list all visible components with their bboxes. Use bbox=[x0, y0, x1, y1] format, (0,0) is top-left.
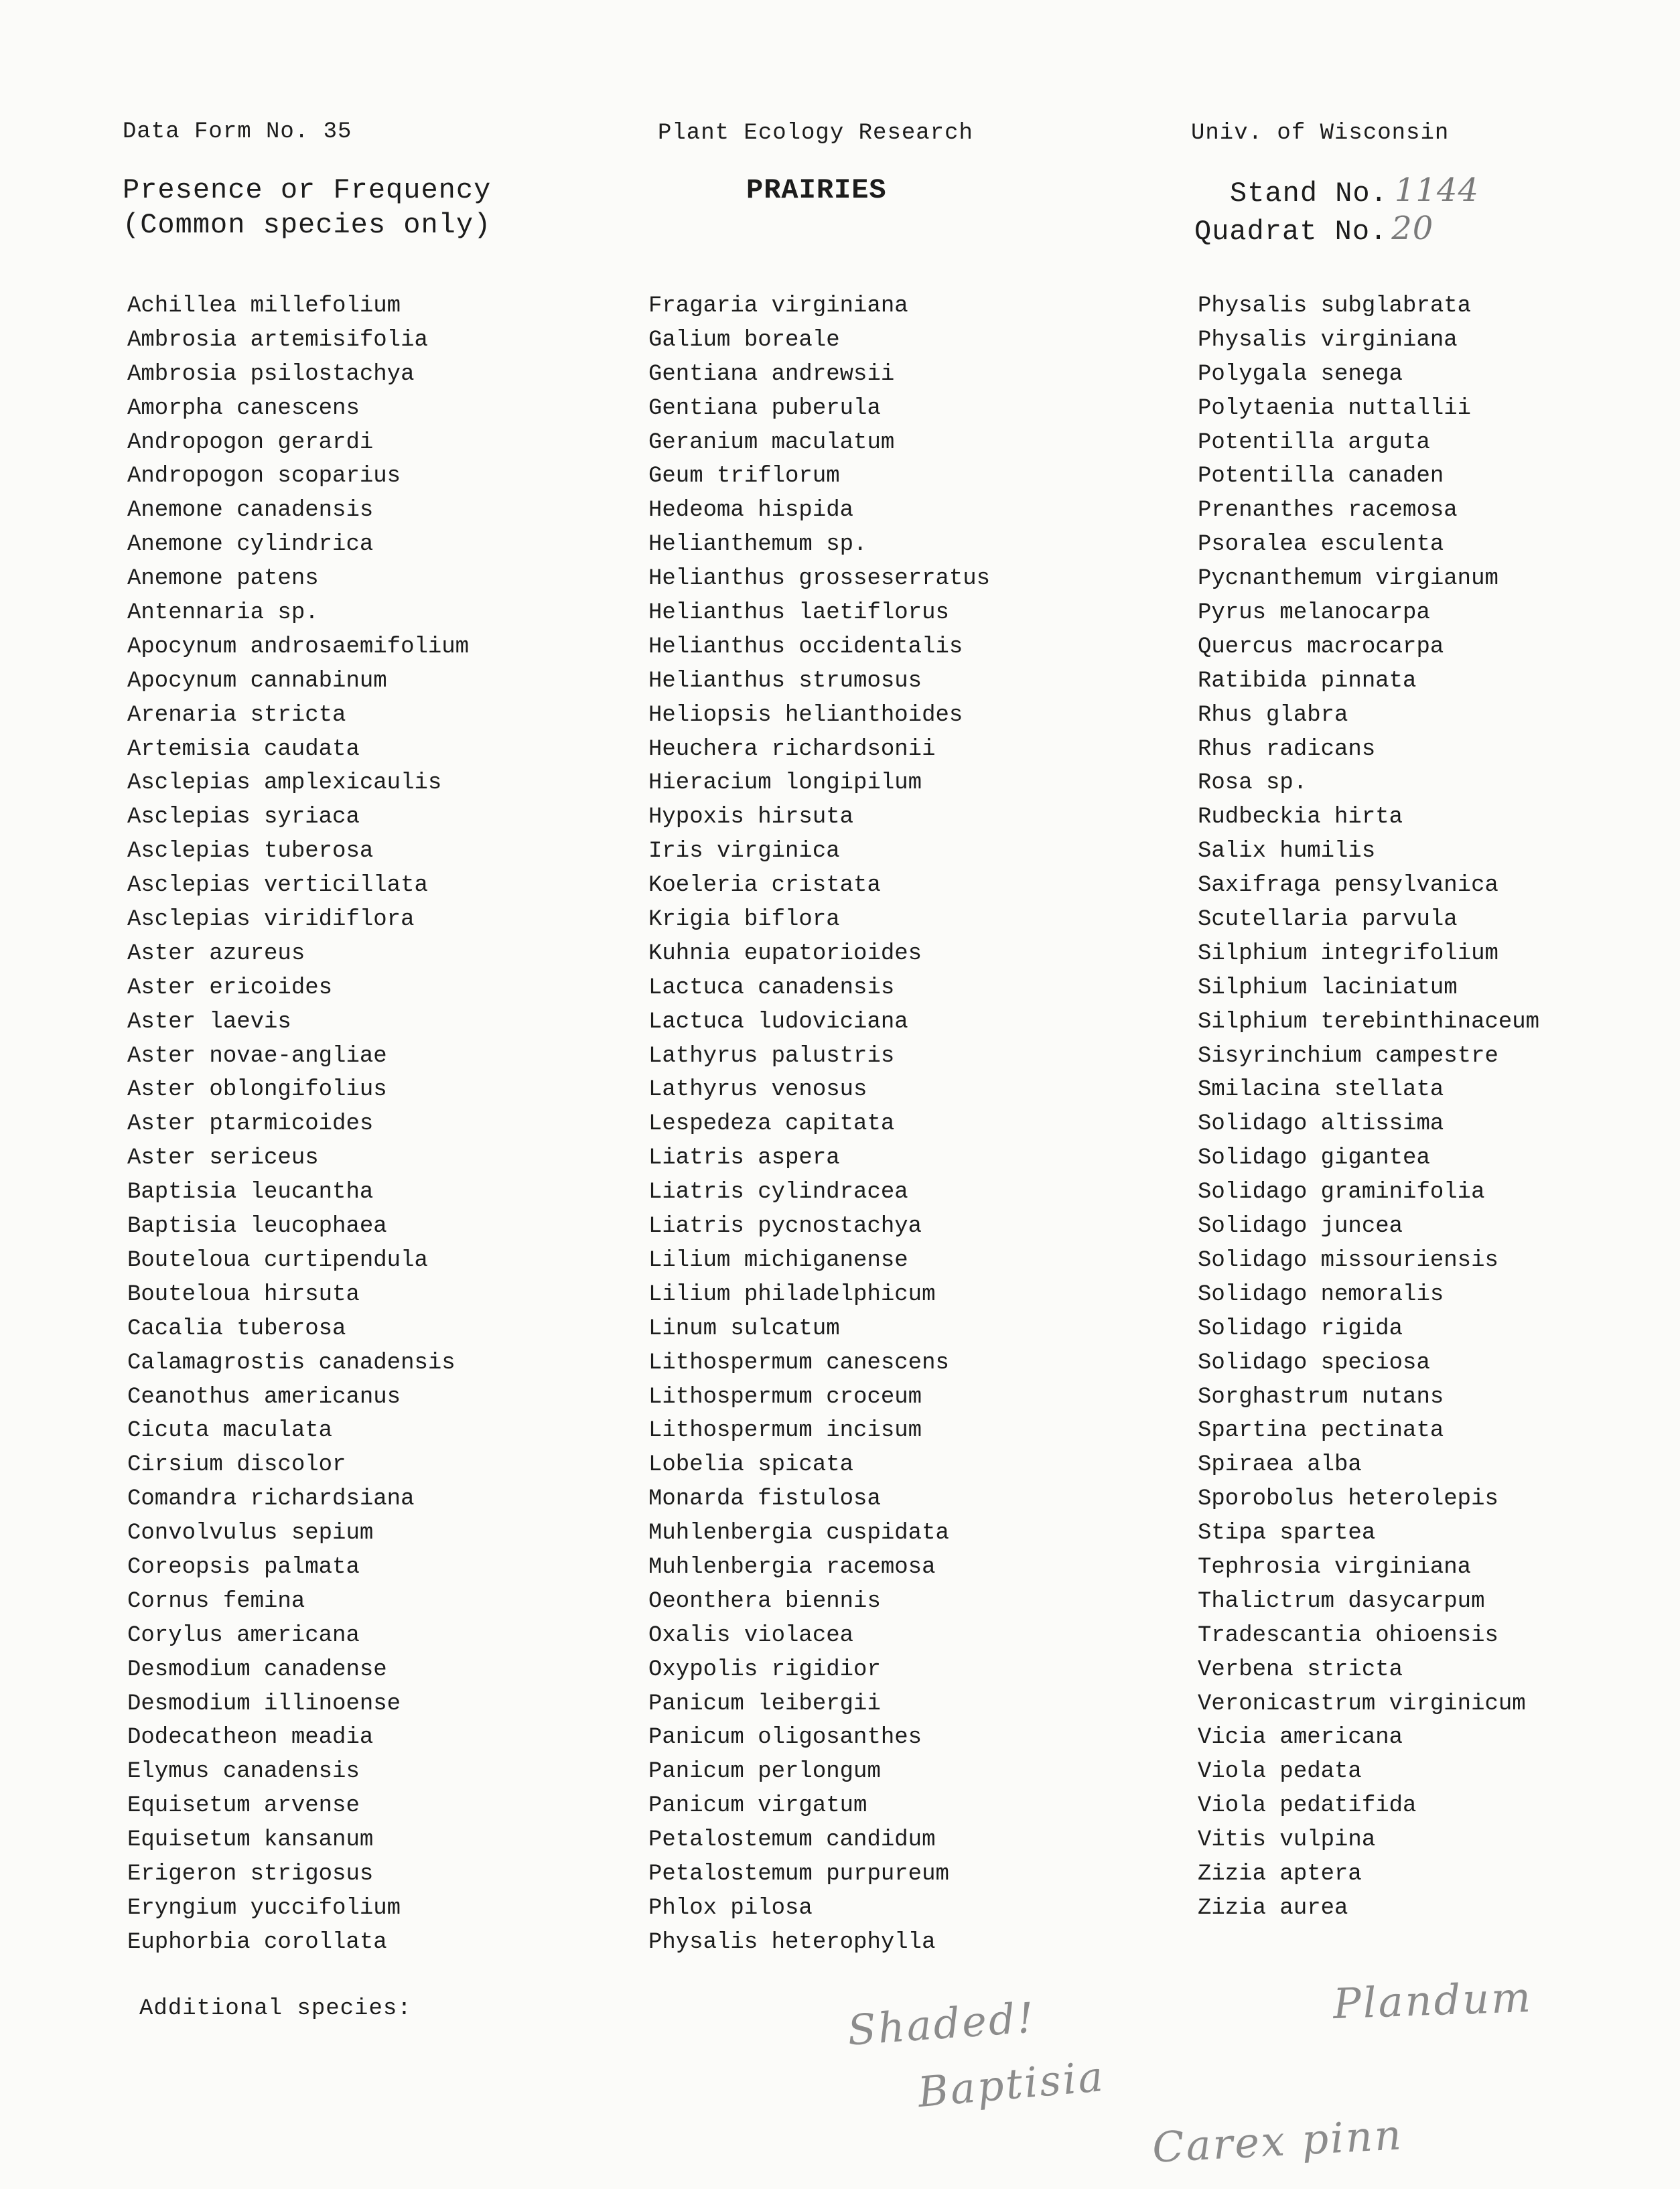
species-item: Eryngium yuccifolium bbox=[127, 1895, 401, 1921]
species-item: Cirsium discolor bbox=[127, 1452, 346, 1478]
handwritten-note-3: Baptisia bbox=[916, 2051, 1107, 2117]
species-item: Calamagrostis canadensis bbox=[127, 1350, 456, 1376]
species-item: Potentilla arguta bbox=[1198, 429, 1430, 455]
species-item: Galium boreale bbox=[648, 327, 840, 353]
species-item: Spartina pectinata bbox=[1198, 1418, 1444, 1444]
species-item: Rosa sp. bbox=[1198, 770, 1308, 796]
species-item: Solidago speciosa bbox=[1198, 1350, 1430, 1376]
species-item: Lithospermum incisum bbox=[648, 1418, 922, 1444]
species-item: Equisetum arvense bbox=[127, 1793, 360, 1819]
species-item: Heliopsis helianthoides bbox=[648, 702, 963, 728]
species-item: Amorpha canescens bbox=[127, 395, 360, 421]
species-item: Solidago graminifolia bbox=[1198, 1180, 1485, 1206]
species-item: Euphorbia corollata bbox=[127, 1929, 387, 1955]
species-item: Solidago gigantea bbox=[1198, 1145, 1430, 1172]
species-item: Desmodium canadense bbox=[127, 1656, 387, 1683]
species-item: Lilium michiganense bbox=[648, 1247, 908, 1273]
species-item: Zizia aurea bbox=[1198, 1895, 1348, 1921]
species-item: Anemone canadensis bbox=[127, 498, 374, 524]
species-item: Salix humilis bbox=[1198, 839, 1376, 865]
species-item: Heuchera richardsonii bbox=[648, 736, 936, 762]
species-item: Stipa spartea bbox=[1198, 1521, 1376, 1547]
species-item: Kuhnia eupatorioides bbox=[648, 940, 922, 967]
species-item: Panicum oligosanthes bbox=[648, 1725, 922, 1751]
species-column-3 bbox=[1198, 289, 1539, 1926]
species-item: Asclepias syriaca bbox=[127, 804, 360, 831]
species-item: Scutellaria parvula bbox=[1198, 907, 1458, 933]
form-title-line2: (Common species only) bbox=[123, 209, 492, 241]
species-item: Spiraea alba bbox=[1198, 1452, 1362, 1478]
species-item: Antennaria sp. bbox=[127, 600, 319, 626]
species-item: Thalictrum dasycarpum bbox=[1198, 1588, 1485, 1614]
species-item: Anemone cylindrica bbox=[127, 532, 374, 558]
species-item: Gentiana andrewsii bbox=[648, 361, 895, 387]
handwritten-note-4: Carex pinn bbox=[1151, 2110, 1405, 2172]
species-item: Lobelia spicata bbox=[648, 1452, 854, 1478]
species-item: Oxypolis rigidior bbox=[648, 1656, 881, 1683]
species-item: Helianthus laetiflorus bbox=[648, 600, 949, 626]
species-item: Tephrosia virginiana bbox=[1198, 1554, 1472, 1580]
species-item: Asclepias amplexicaulis bbox=[127, 770, 442, 796]
species-item: Petalostemum purpureum bbox=[648, 1861, 949, 1887]
species-item: Lilium philadelphicum bbox=[648, 1281, 936, 1308]
species-item: Sorghastrum nutans bbox=[1198, 1384, 1444, 1410]
species-item: Silphium laciniatum bbox=[1198, 975, 1458, 1001]
species-item: Solidago rigida bbox=[1198, 1316, 1403, 1342]
species-item: Rudbeckia hirta bbox=[1198, 804, 1403, 831]
species-item: Krigia biflora bbox=[648, 907, 840, 933]
species-item: Helianthus strumosus bbox=[648, 668, 922, 694]
species-item: Liatris cylindracea bbox=[648, 1180, 908, 1206]
quadrat-label: Quadrat No. bbox=[1194, 216, 1388, 248]
stand-quadrat-block bbox=[1194, 173, 1479, 249]
handwritten-note-1: Shaded! bbox=[845, 1993, 1038, 2055]
additional-species-label: Additional species: bbox=[139, 1996, 412, 2022]
species-item: Aster oblongifolius bbox=[127, 1077, 387, 1103]
form-number: Data Form No. 35 bbox=[123, 119, 352, 145]
species-item: Convolvulus sepium bbox=[127, 1521, 374, 1547]
species-item: Viola pedata bbox=[1198, 1759, 1362, 1785]
species-item: Bouteloua hirsuta bbox=[127, 1281, 360, 1308]
species-item: Andropogon scoparius bbox=[127, 464, 401, 490]
form-title bbox=[123, 173, 491, 242]
species-item: Comandra richardsiana bbox=[127, 1486, 415, 1512]
species-item: Baptisia leucantha bbox=[127, 1180, 374, 1206]
species-item: Psoralea esculenta bbox=[1198, 532, 1444, 558]
species-item: Pycnanthemum virgianum bbox=[1198, 566, 1498, 592]
species-item: Cicuta maculata bbox=[127, 1418, 333, 1444]
species-item: Panicum leibergii bbox=[648, 1691, 881, 1717]
species-item: Oeonthera biennis bbox=[648, 1588, 881, 1614]
species-item: Geum triflorum bbox=[648, 464, 840, 490]
species-item: Liatris aspera bbox=[648, 1145, 840, 1172]
species-item: Asclepias verticillata bbox=[127, 873, 428, 899]
species-item: Lespedeza capitata bbox=[648, 1111, 895, 1137]
page-title: PRAIRIES bbox=[746, 174, 887, 206]
species-item: Equisetum kansanum bbox=[127, 1827, 374, 1853]
species-item: Viola pedatifida bbox=[1198, 1793, 1417, 1819]
species-item: Hedeoma hispida bbox=[648, 498, 854, 524]
stand-row bbox=[1194, 173, 1479, 211]
species-item: Coreopsis palmata bbox=[127, 1554, 360, 1580]
species-item: Aster laevis bbox=[127, 1009, 291, 1035]
species-item: Monarda fistulosa bbox=[648, 1486, 881, 1512]
species-item: Erigeron strigosus bbox=[127, 1861, 374, 1887]
species-item: Aster ptarmicoides bbox=[127, 1111, 374, 1137]
species-item: Oxalis violacea bbox=[648, 1622, 854, 1648]
species-item: Polygala senega bbox=[1198, 361, 1403, 387]
species-item: Solidago altissima bbox=[1198, 1111, 1444, 1137]
species-item: Silphium integrifolium bbox=[1198, 940, 1498, 967]
species-item: Gentiana puberula bbox=[648, 395, 881, 421]
species-item: Lactuca ludoviciana bbox=[648, 1009, 908, 1035]
species-column-1 bbox=[127, 289, 469, 1960]
species-item: Solidago nemoralis bbox=[1198, 1281, 1444, 1308]
species-item: Bouteloua curtipendula bbox=[127, 1247, 428, 1273]
species-item: Physalis subglabrata bbox=[1198, 293, 1472, 319]
species-item: Desmodium illinoense bbox=[127, 1691, 401, 1717]
species-item: Quercus macrocarpa bbox=[1198, 634, 1444, 660]
species-item: Smilacina stellata bbox=[1198, 1077, 1444, 1103]
species-item: Hieracium longipilum bbox=[648, 770, 922, 796]
species-item: Ambrosia artemisifolia bbox=[127, 327, 428, 353]
species-item: Lactuca canadensis bbox=[648, 975, 895, 1001]
species-item: Physalis heterophylla bbox=[648, 1929, 936, 1955]
species-item: Rhus glabra bbox=[1198, 702, 1348, 728]
species-item: Apocynum androsaemifolium bbox=[127, 634, 470, 660]
species-item: Lithospermum croceum bbox=[648, 1384, 922, 1410]
stand-label: Stand No. bbox=[1230, 178, 1388, 210]
species-item: Tradescantia ohioensis bbox=[1198, 1622, 1498, 1648]
species-item: Ratibida pinnata bbox=[1198, 668, 1417, 694]
quadrat-value: 20 bbox=[1391, 210, 1434, 247]
species-item: Vicia americana bbox=[1198, 1725, 1403, 1751]
species-item: Aster novae-angliae bbox=[127, 1043, 387, 1069]
species-item: Helianthus occidentalis bbox=[648, 634, 963, 660]
species-item: Veronicastrum virginicum bbox=[1198, 1691, 1526, 1717]
species-item: Solidago missouriensis bbox=[1198, 1247, 1498, 1273]
species-item: Aster azureus bbox=[127, 940, 305, 967]
species-item: Polytaenia nuttallii bbox=[1198, 395, 1472, 421]
species-item: Geranium maculatum bbox=[648, 429, 895, 455]
species-item: Muhlenbergia racemosa bbox=[648, 1554, 936, 1580]
quadrat-row bbox=[1194, 211, 1479, 249]
species-item: Lithospermum canescens bbox=[648, 1350, 949, 1376]
species-item: Hypoxis hirsuta bbox=[648, 804, 854, 831]
species-item: Physalis virginiana bbox=[1198, 327, 1458, 353]
species-item: Prenanthes racemosa bbox=[1198, 498, 1458, 524]
species-item: Corylus americana bbox=[127, 1622, 360, 1648]
university-name: Univ. of Wisconsin bbox=[1191, 121, 1450, 146]
species-item: Iris virginica bbox=[648, 839, 840, 865]
handwritten-note-2: Plandum bbox=[1332, 1972, 1534, 2029]
species-item: Ambrosia psilostachya bbox=[127, 361, 415, 387]
species-item: Dodecatheon meadia bbox=[127, 1725, 374, 1751]
research-title: Plant Ecology Research bbox=[658, 121, 973, 146]
species-item: Phlox pilosa bbox=[648, 1895, 813, 1921]
species-item: Verbena stricta bbox=[1198, 1656, 1403, 1683]
species-item: Linum sulcatum bbox=[648, 1316, 840, 1342]
species-item: Achillea millefolium bbox=[127, 293, 401, 319]
species-item: Petalostemum candidum bbox=[648, 1827, 936, 1853]
species-item: Vitis vulpina bbox=[1198, 1827, 1376, 1853]
species-item: Sporobolus heterolepis bbox=[1198, 1486, 1498, 1512]
species-item: Apocynum cannabinum bbox=[127, 668, 387, 694]
species-item: Cacalia tuberosa bbox=[127, 1316, 346, 1342]
species-item: Panicum virgatum bbox=[648, 1793, 867, 1819]
species-item: Potentilla canaden bbox=[1198, 464, 1444, 490]
species-item: Cornus femina bbox=[127, 1588, 305, 1614]
species-item: Liatris pycnostachya bbox=[648, 1214, 922, 1240]
species-item: Asclepias tuberosa bbox=[127, 839, 374, 865]
species-item: Baptisia leucophaea bbox=[127, 1214, 387, 1240]
species-item: Andropogon gerardi bbox=[127, 429, 374, 455]
species-item: Artemisia caudata bbox=[127, 736, 360, 762]
species-item: Aster ericoides bbox=[127, 975, 333, 1001]
species-item: Solidago juncea bbox=[1198, 1214, 1403, 1240]
species-item: Helianthus grosseserratus bbox=[648, 566, 991, 592]
species-column-2 bbox=[648, 289, 990, 1960]
species-item: Zizia aptera bbox=[1198, 1861, 1362, 1887]
species-item: Sisyrinchium campestre bbox=[1198, 1043, 1498, 1069]
species-item: Asclepias viridiflora bbox=[127, 907, 415, 933]
species-item: Silphium terebinthinaceum bbox=[1198, 1009, 1540, 1035]
species-item: Saxifraga pensylvanica bbox=[1198, 873, 1498, 899]
species-item: Rhus radicans bbox=[1198, 736, 1376, 762]
species-item: Fragaria virginiana bbox=[648, 293, 908, 319]
species-item: Ceanothus americanus bbox=[127, 1384, 401, 1410]
species-item: Panicum perlongum bbox=[648, 1759, 881, 1785]
form-title-line1: Presence or Frequency bbox=[123, 174, 492, 206]
species-item: Arenaria stricta bbox=[127, 702, 346, 728]
stand-value: 1144 bbox=[1394, 171, 1479, 209]
species-item: Pyrus melanocarpa bbox=[1198, 600, 1430, 626]
species-item: Anemone patens bbox=[127, 566, 319, 592]
species-item: Koeleria cristata bbox=[648, 873, 881, 899]
species-item: Elymus canadensis bbox=[127, 1759, 360, 1785]
species-item: Muhlenbergia cuspidata bbox=[648, 1521, 949, 1547]
species-item: Lathyrus venosus bbox=[648, 1077, 867, 1103]
species-item: Helianthemum sp. bbox=[648, 532, 867, 558]
species-item: Aster sericeus bbox=[127, 1145, 319, 1172]
species-item: Lathyrus palustris bbox=[648, 1043, 895, 1069]
